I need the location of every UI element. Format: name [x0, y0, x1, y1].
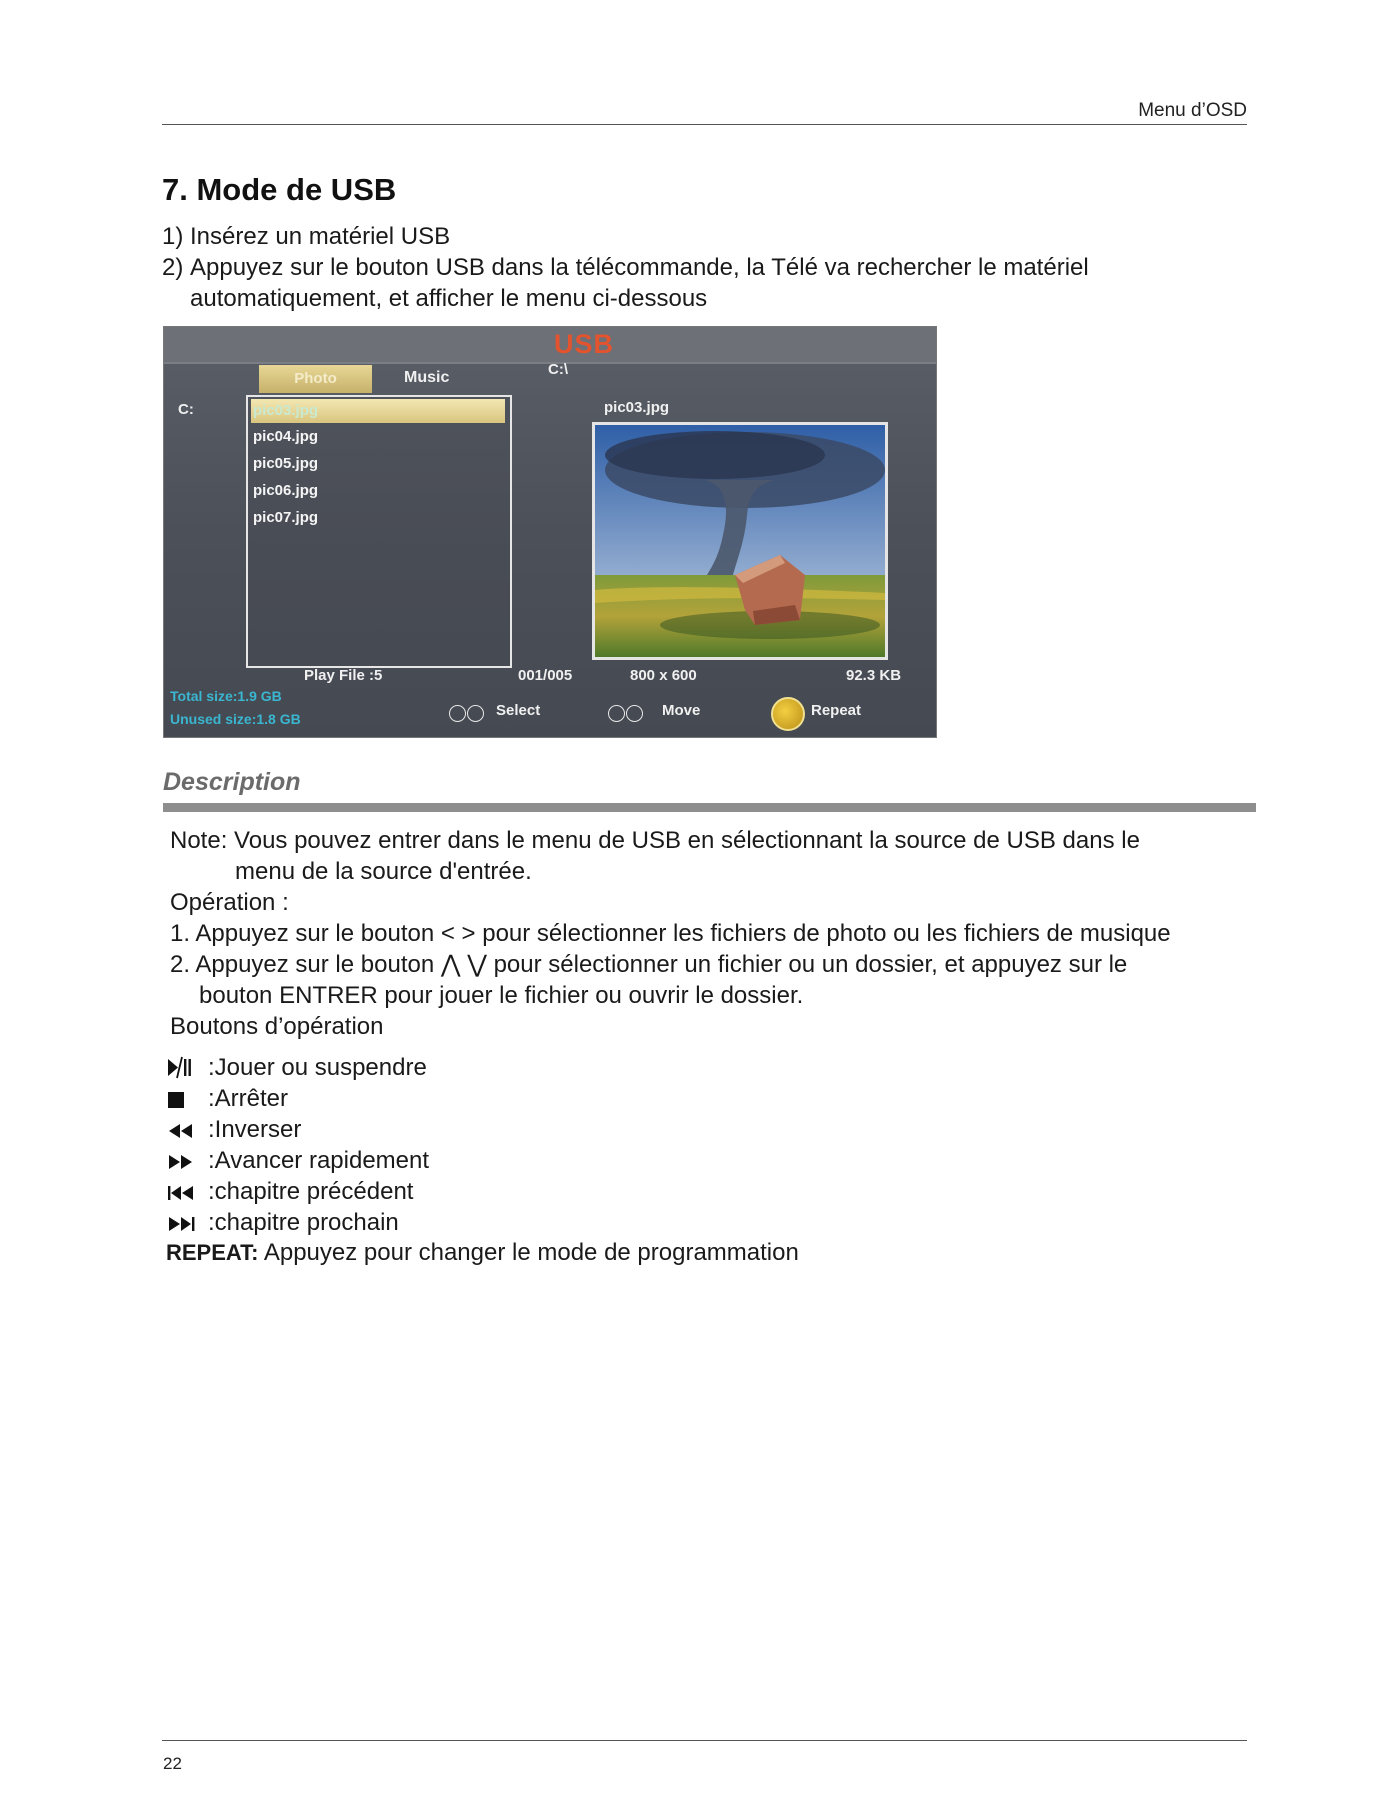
- next-chapter-icon: [166, 1207, 206, 1238]
- unused-size: Unused size:1.8 GB: [170, 711, 301, 727]
- step-2: [162, 252, 1262, 314]
- description-rule: [163, 803, 1256, 812]
- button-label: :Jouer ou suspendre: [208, 1054, 427, 1081]
- fast-forward-icon: [166, 1145, 206, 1176]
- page-number: 22: [163, 1754, 182, 1773]
- total-size: Total size:1.9 GB: [170, 688, 282, 704]
- up-down-icon: [449, 705, 485, 723]
- drive-label: C:: [178, 401, 194, 418]
- play-file-count: Play File :5: [304, 667, 383, 684]
- button-label: :Avancer rapidement: [208, 1147, 430, 1174]
- play-pause-icon: [166, 1052, 206, 1083]
- step-text: Appuyez sur le bouton USB dans la télécommande, la Télé va rechercher le matériel: [190, 254, 1089, 281]
- file-item-selected[interactable]: pic03.jpg: [251, 399, 505, 423]
- step-1: [162, 221, 1262, 252]
- help-select: Select: [496, 702, 541, 719]
- photo-preview: [592, 422, 888, 660]
- button-label: :Arrêter: [208, 1085, 289, 1112]
- previous-chapter-icon: [166, 1176, 206, 1207]
- repeat-description: [166, 1237, 799, 1268]
- description-heading: Description: [163, 768, 301, 796]
- tab-photo[interactable]: Photo: [259, 365, 372, 393]
- button-label: :chapitre prochain: [208, 1209, 399, 1236]
- buttons-heading: Boutons d’opération: [170, 1013, 384, 1040]
- rewind-icon: [166, 1114, 206, 1145]
- file-item[interactable]: pic07.jpg: [253, 509, 319, 526]
- running-header: Menu d’OSD: [1138, 100, 1247, 121]
- preview-filename: pic03.jpg: [604, 399, 670, 416]
- repeat-text: Appuyez pour changer le mode de programmation: [263, 1239, 799, 1266]
- left-right-icon: [608, 705, 644, 723]
- operation-step-1: 1. Appuyez sur le bouton < > pour sélectionner les fichiers de photo ou les fichiers de musique: [170, 920, 1171, 947]
- note-line: Note: Vous pouvez entrer dans le menu de USB en sélectionnant la source de USB dans le: [170, 827, 1140, 854]
- file-item[interactable]: pic06.jpg: [253, 482, 319, 499]
- button-label: :Inverser: [208, 1116, 302, 1143]
- step-number: 2): [162, 254, 184, 281]
- steps-list: [162, 221, 1262, 314]
- step-text: Insérez un matériel USB: [190, 223, 451, 250]
- stop-icon: [166, 1083, 206, 1114]
- header-rule: [162, 124, 1247, 125]
- repeat-icon: [771, 697, 805, 731]
- help-repeat: Repeat: [811, 702, 862, 719]
- osd-title: USB: [553, 329, 614, 359]
- file-counter: 001/005: [518, 667, 573, 684]
- current-path: C:\: [548, 361, 568, 378]
- step-text-continued: automatiquement, et afficher le menu ci-dessous: [190, 285, 708, 312]
- file-size: 92.3 KB: [846, 667, 902, 684]
- tornado-photo: [595, 425, 885, 657]
- footer-rule: [162, 1740, 1247, 1741]
- file-item[interactable]: pic05.jpg: [253, 455, 319, 472]
- repeat-key: REPEAT:: [166, 1240, 259, 1265]
- operation-step-2-continued: bouton ENTRER pour jouer le fichier ou ouvrir le dossier.: [199, 982, 804, 1009]
- operation-heading: Opération :: [170, 889, 289, 916]
- description-body: [170, 825, 1280, 1042]
- help-move: Move: [662, 702, 701, 719]
- step-number: 1): [162, 223, 184, 250]
- usb-osd-screenshot: [163, 326, 937, 738]
- section-title: 7. Mode de USB: [162, 172, 397, 207]
- image-resolution: 800 x 600: [630, 667, 697, 684]
- tab-music[interactable]: Music: [404, 369, 450, 386]
- file-item[interactable]: pic04.jpg: [253, 428, 319, 445]
- file-list: [246, 395, 512, 668]
- note-line-continued: menu de la source d'entrée.: [235, 858, 532, 885]
- operation-step-2: 2. Appuyez sur le bouton ⋀ ⋁ pour sélectionner un fichier ou un dossier, et appuyez sur le: [170, 951, 1128, 978]
- button-label: :chapitre précédent: [208, 1178, 414, 1205]
